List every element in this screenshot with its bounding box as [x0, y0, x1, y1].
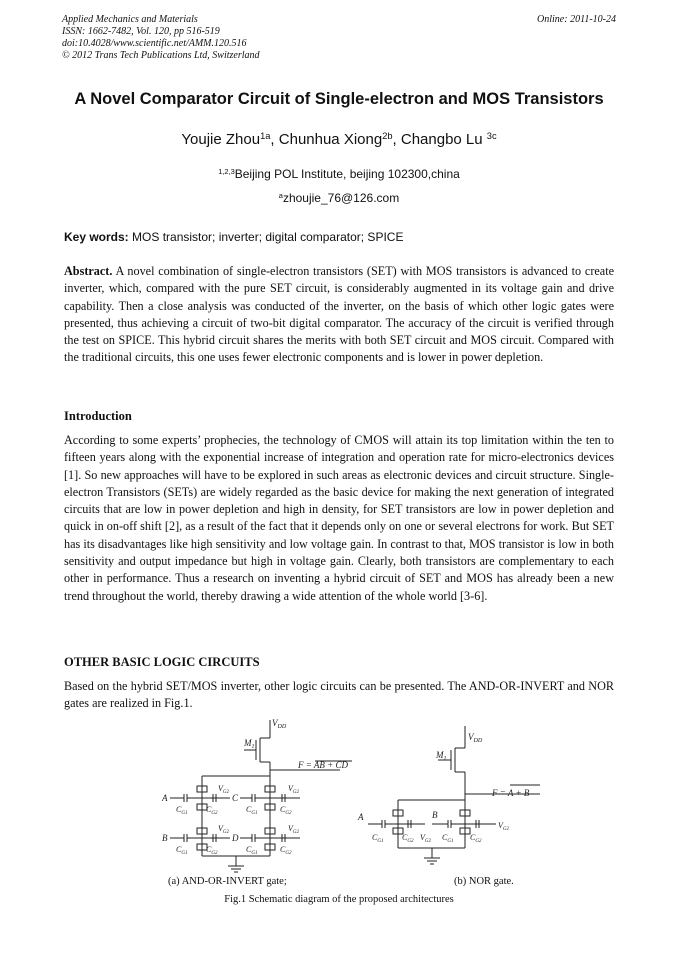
- svg-text:CG2: $C_{G2}$: [206, 845, 218, 856]
- svg-text:CG1: $C_{G1}$: [442, 833, 454, 844]
- affiliation-text: Beijing POL Institute, beijing 102300,china: [234, 167, 460, 181]
- issn-line: ISSN: 1662-7482, Vol. 120, pp 516-519: [62, 26, 220, 37]
- email: [0, 191, 678, 205]
- abstract-text: A novel combination of single-electron transistors (SET) with MOS transistors is advanced to create inverter, which, compared with the pure SET circuit, is considerably augmented in its voltage gain and drive capability. Then a close analysis was conducted of the inverter, on the basis of which other logic gates were presented, thus achieving a circuit of two-bit digital comparator. The accuracy of the circuit is verified through the test on SPICE. This hybrid circuit shares the merits with both SET circuit and MOS circuit. Compared with the traditional circuits, this one uses fewer electronic components and is lower in power depletion.: [64, 264, 614, 365]
- svg-text:CG1: $C_{G1}$: [246, 805, 258, 816]
- svg-text:CG2: $C_{G2}$: [470, 833, 482, 844]
- introduction-paragraph: According to some experts’ prophecies, the technology of CMOS will attain its top limitation within the ten to fifteen years along with the exponential increase of integration and operation rate for micro-electronics devices [1]. So new approaches will have to be explored in such areas as electronic devices and circuit structure. Single-electron Transistors (SETs) are widely regarded as the basic device for making the next generation of integrated circuits that are low in power depletion and high in density, for SET transistors are low in power depletion and quick in on-off shift [2], as a result of the fact that it depends only on one or several electrons for work. But SET has its disadvantages like high sensitivity and low voltage gain. In contrast to that, MOS transistor is low in both sensitivity and output impedance but high in voltage gain. Clearly, both transistors are complementary to each other in performance. Thus a research on inventing a hybrid circuit of SET and MOS has already been a new trend throughout the world, thereby drawing a wide attention of the whole world [3-6].: [64, 433, 614, 603]
- running-header: [62, 14, 616, 62]
- svg-text:CG1: $C_{G1}$: [176, 805, 188, 816]
- section-heading-introduction: Introduction: [64, 409, 132, 423]
- author-name: Youjie Zhou: [181, 131, 261, 148]
- author-sup: 3c: [486, 130, 497, 141]
- online-date: Online: 2011-10-24: [537, 14, 616, 25]
- svg-text:CG2: $C_{G2}$: [280, 805, 292, 816]
- svg-text:VG2: $V_{G2}$: [288, 784, 300, 795]
- section-heading-other-logic: OTHER BASIC LOGIC CIRCUITS: [64, 655, 260, 669]
- vdd-label-b: $V_{DD}$: [468, 732, 483, 744]
- affiliation: [0, 167, 678, 181]
- other-logic-paragraph: Based on the hybrid SET/MOS inverter, other logic circuits can be presented. The AND-OR-INVERT and NOR gates are realized in Fig.1.: [64, 679, 614, 711]
- m1-label-a: $M_1$: [244, 738, 255, 750]
- input-c-label: C: [232, 793, 239, 803]
- figure-caption-b: (b) NOR gate.: [454, 876, 514, 887]
- svg-text:CG2: $C_{G2}$: [280, 845, 292, 856]
- svg-text:VG2: $V_{G2}$: [218, 784, 230, 795]
- svg-text:VG2: $V_{G2}$: [420, 833, 432, 844]
- f-label-a: F = AB + CD: [298, 760, 348, 770]
- figure-caption: Fig.1 Schematic diagram of the proposed architectures: [224, 894, 454, 905]
- f-label-b: F = A + B: [492, 788, 530, 798]
- author-name: Changbo Lu: [400, 131, 487, 148]
- email-address: zhoujie_76@126.com: [282, 191, 400, 205]
- svg-text:CG1: $C_{G1}$: [246, 845, 258, 856]
- author-name: Chunhua Xiong: [278, 131, 383, 148]
- svg-text:VG2: $V_{G2}$: [218, 824, 230, 835]
- vdd-label-a: $V_{DD}$: [272, 718, 287, 730]
- svg-text:VG2: $V_{G2}$: [288, 824, 300, 835]
- nor-input-a-label: A: [358, 812, 364, 822]
- svg-text:VG2: $V_{G2}$: [498, 821, 510, 832]
- copyright-line: © 2012 Trans Tech Publications Ltd, Switzerland: [62, 50, 260, 61]
- doi-line: doi:10.4028/www.scientific.net/AMM.120.516: [62, 38, 247, 49]
- abstract-label: Abstract.: [64, 264, 113, 278]
- affiliation-sup: 1,2,3: [218, 166, 235, 176]
- figure-caption-a: (a) AND-OR-INVERT gate;: [168, 876, 287, 887]
- svg-text:CG2: $C_{G2}$: [402, 833, 414, 844]
- keywords: [64, 230, 614, 244]
- svg-text:CG1: $C_{G1}$: [176, 845, 188, 856]
- journal-name: Applied Mechanics and Materials: [62, 14, 198, 25]
- input-a-label: A: [162, 793, 168, 803]
- abstract-paragraph: [64, 263, 614, 367]
- author-list: Youjie Zhou$^{1a}$, Chunhua Xiong$^{2b}$, Changbo Lu $^{3c}$: [181, 130, 497, 148]
- author-sup: 1a: [260, 130, 271, 141]
- m1-label-b: $M_1$: [436, 750, 447, 762]
- input-b-label: B: [162, 833, 168, 843]
- svg-text:CG2: $C_{G2}$: [206, 805, 218, 816]
- paper-title: A Novel Comparator Circuit of Single-electron and MOS Transistors: [74, 90, 604, 108]
- author-sup: 2b: [382, 130, 393, 141]
- nor-input-b-label: B: [432, 810, 438, 820]
- svg-text:CG1: $C_{G1}$: [372, 833, 384, 844]
- keywords-text: MOS transistor; inverter; digital comparator; SPICE: [128, 230, 404, 244]
- input-d-label: D: [232, 833, 239, 843]
- keywords-label: Key words:: [64, 230, 129, 244]
- email-sup: a: [278, 190, 283, 200]
